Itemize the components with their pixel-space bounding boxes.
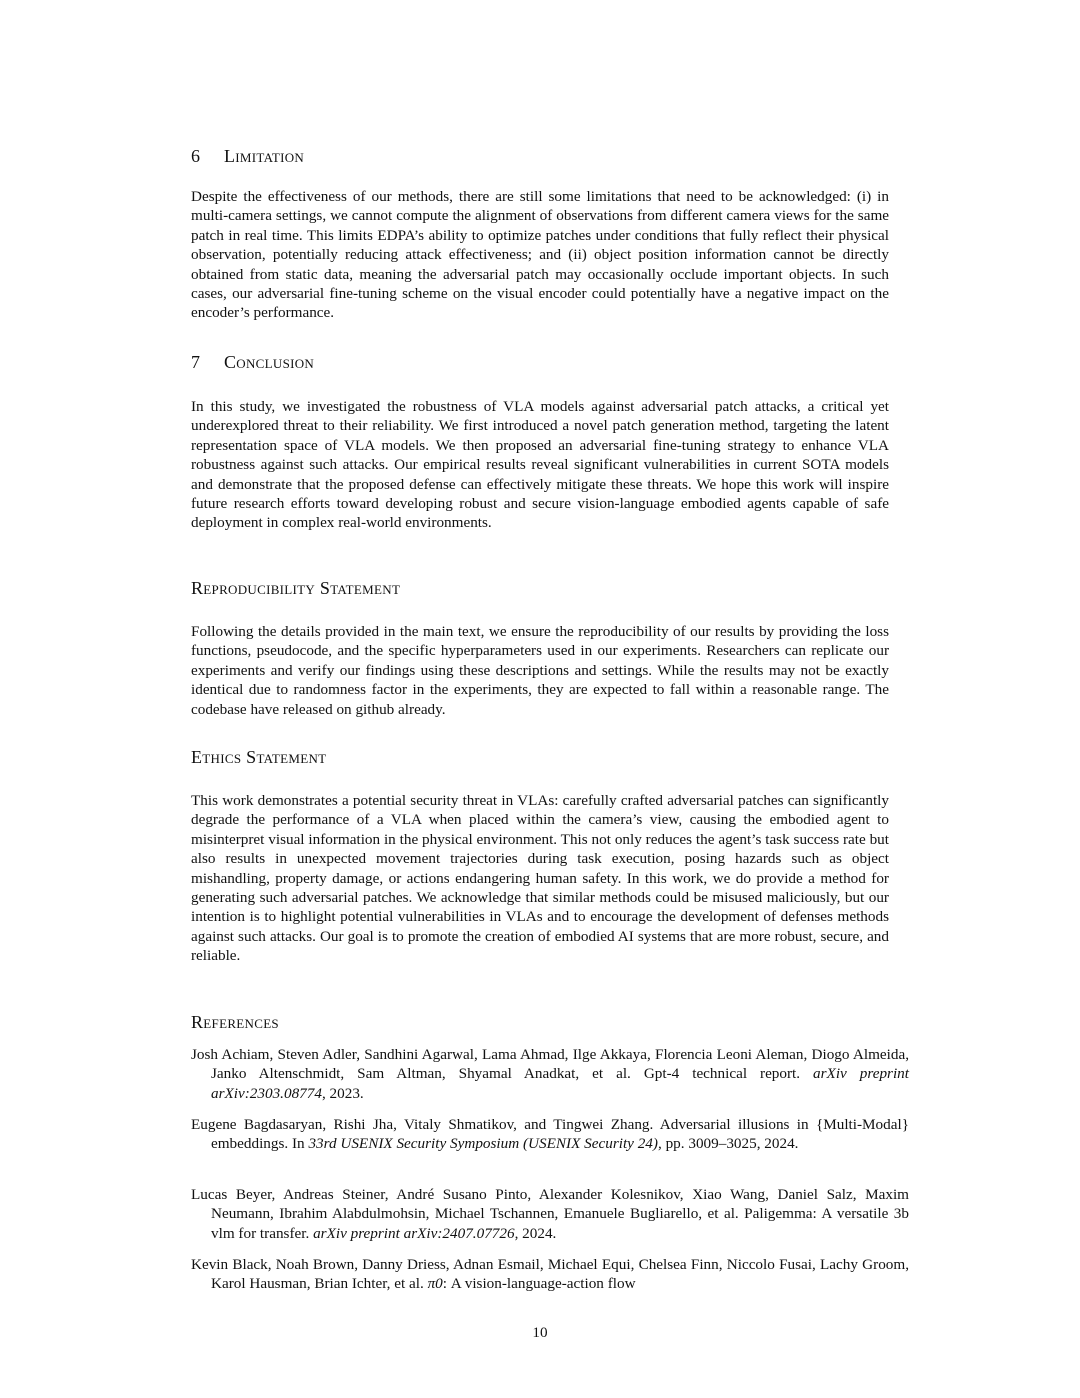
reference-authors: Lucas Beyer, Andreas Steiner, André Susano Pinto, Alexander Kolesnikov, Xiao Wang, Daniel Salz, Maxim Neumann, Ibrahim Alabdulmohsin, Michael Tschannen, Emanuele Bugliarello, et al. Paligemma: A versatile 3b vlm for transfer. <box>191 1186 909 1242</box>
reference-venue: 33rd USENIX Security Symposium (USENIX Security 24) <box>308 1135 658 1153</box>
section-heading-reproducibility: Reproducibility Statement <box>191 578 401 598</box>
section-title: Conclusion <box>224 352 315 372</box>
section-heading-references: References <box>191 1012 279 1032</box>
reference-tail: , 2023. <box>321 1084 364 1102</box>
section-number: 7 <box>191 352 201 372</box>
page-number: 10 <box>532 1324 548 1341</box>
reference-tail: , 2024. <box>514 1224 557 1242</box>
section-heading-conclusion <box>191 351 889 373</box>
reference-venue: π0 <box>427 1275 443 1293</box>
reference-authors: Josh Achiam, Steven Adler, Sandhini Agarwal, Lama Ahmad, Ilge Akkaya, Florencia Leoni Aleman, Diogo Almeida, Janko Altenschmidt, Sam Altman, Shyamal Anadkat, et al. Gpt-4 technical report. <box>191 1046 909 1083</box>
section-heading-ethics: Ethics Statement <box>191 747 327 767</box>
reproducibility-paragraph: Following the details provided in the main text, we ensure the reproducibility of our results by providing the loss functions, pseudocode, and the specific hyperparameters used in our experiments. Researchers can replicate our experiments and verify our findings using these descriptions and settings. While the results may not be exactly identical due to randomness factor in the experiments, they are expected to fall within a reasonable range. The codebase have released on github already. <box>191 623 889 718</box>
reference-entry <box>191 1255 909 1294</box>
reference-entry <box>191 1185 909 1243</box>
reference-entry <box>191 1115 909 1154</box>
reference-venue: arXiv preprint arXiv:2407.07726 <box>313 1224 515 1242</box>
ethics-paragraph: This work demonstrates a potential security threat in VLAs: carefully crafted adversarial patches can significantly degrade the performance of a VLA when placed within the camera’s view, causing the embodied agent to misinterpret visual information in the physical environment. This not only reduces the agent’s task success rate but also results in unexpected movement trajectories during task execution, posing hazards such as object mishandling, property damage, or actions endangering human safety. In this work, we do provide a method for generating such adversarial patches. We acknowledge that similar methods could be misused maliciously, but our intention is to highlight potential vulnerabilities in VLAs and to encourage the development of defenses methods against such attacks. Our goal is to promote the creation of embodied AI systems that are more robust, secure, and reliable. <box>191 792 889 965</box>
conclusion-paragraph: In this study, we investigated the robustness of VLA models against adversarial patch attacks, a critical yet underexplored threat to their reliability. We first introduced a novel patch generation method, targeting the latent representation space of VLA models. We then proposed an adversarial fine-tuning strategy to enhance VLA robustness against such attacks. Our empirical results reveal significant vulnerabilities in current SOTA models and demonstrate that the proposed defense can effectively mitigate these threats. We hope this work will inspire future research efforts toward developing robust and secure vision-language embodied agents capable of safe deployment in complex real-world environments. <box>191 398 889 532</box>
limitation-paragraph: Despite the effectiveness of our methods, there are still some limitations that need to be acknowledged: (i) in multi-camera settings, we cannot compute the alignment of observations from different camera views for the same patch in real time. This limits EDPA’s ability to optimize patches under conditions that fully reflect their physical observation, potentially reducing attack effectiveness; and (ii) object position information cannot be directly obtained from static data, meaning the adversarial patch may occasionally occlude important objects. In such cases, our adversarial fine-tuning scheme on the visual encoder could potentially have a negative impact on the encoder’s performance. <box>191 188 889 322</box>
section-title: Limitation <box>224 146 305 166</box>
section-number: 6 <box>191 146 201 166</box>
reference-venue: arXiv preprint arXiv:2303.08774 <box>211 1065 909 1102</box>
reference-tail: : A vision-language-action flow <box>442 1275 636 1293</box>
reference-authors: Kevin Black, Noah Brown, Danny Driess, Adnan Esmail, Michael Equi, Chelsea Finn, Niccolo Fusai, Lachy Groom, Karol Hausman, Brian Ichter, et al. <box>191 1256 909 1293</box>
section-heading-limitation <box>191 145 889 167</box>
reference-entry <box>191 1045 909 1103</box>
reference-authors: Eugene Bagdasaryan, Rishi Jha, Vitaly Shmatikov, and Tingwei Zhang. Adversarial illusions in {Multi-Modal} embeddings. In <box>191 1116 909 1153</box>
reference-tail: , pp. 3009–3025, 2024. <box>657 1135 799 1153</box>
